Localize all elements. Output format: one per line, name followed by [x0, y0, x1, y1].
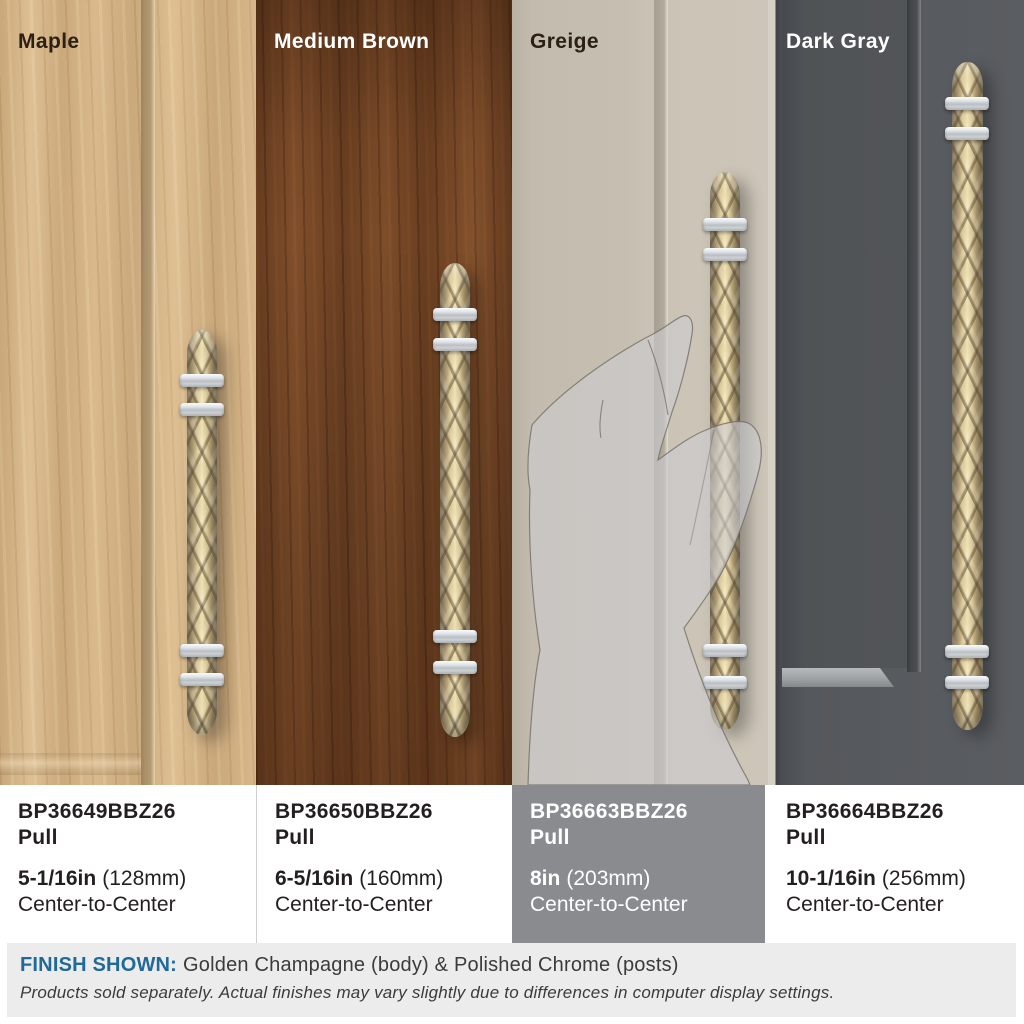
- finish-shown-line: [20, 954, 1016, 977]
- product-type: Pull: [530, 826, 570, 849]
- door-bevel: [0, 753, 141, 775]
- pull-handle-6in: [440, 263, 470, 737]
- chrome-post-ring: [703, 218, 747, 231]
- product-card-3-highlighted: [512, 785, 765, 943]
- door-swatch-greige: [512, 0, 768, 785]
- chrome-post-ring: [945, 97, 989, 110]
- product-size: [530, 866, 765, 892]
- product-code: BP36649BBZ26: [18, 800, 176, 823]
- swatch-label-medium-brown: Medium Brown: [274, 30, 430, 53]
- door-swatch-dark-gray: [768, 0, 1024, 785]
- door-swatch-maple: [0, 0, 256, 785]
- size-metric: (203mm): [566, 867, 651, 890]
- hand-scale-illustration: [512, 300, 768, 785]
- product-info-row: [0, 785, 1024, 943]
- disclaimer-text: Products sold separately. Actual finishes may vary slightly due to differences in computer display settings.: [20, 983, 835, 1002]
- product-code: BP36650BBZ26: [275, 800, 433, 823]
- chrome-post-ring: [433, 338, 477, 351]
- product-size: [786, 866, 1024, 892]
- size-imperial: 10-1/16in: [786, 867, 876, 890]
- swatch-label-maple: Maple: [18, 30, 80, 53]
- chrome-post-ring: [945, 676, 989, 689]
- chrome-post-ring: [180, 673, 224, 686]
- center-to-center-label: Center-to-Center: [530, 893, 688, 916]
- size-imperial: 8in: [530, 867, 561, 890]
- door-groove: [141, 0, 155, 785]
- size-metric: (256mm): [881, 867, 966, 890]
- product-card-1: [0, 785, 256, 943]
- swatch-label-greige: Greige: [530, 30, 599, 53]
- chrome-post-ring: [945, 645, 989, 658]
- product-size: [275, 866, 512, 892]
- product-card-4: [768, 785, 1024, 943]
- chrome-post-ring: [703, 248, 747, 261]
- center-to-center-label: Center-to-Center: [275, 893, 433, 916]
- swatch-label-dark-gray: Dark Gray: [786, 30, 890, 53]
- door-panel-shade: [782, 0, 907, 668]
- finish-footer-bar: [7, 943, 1016, 1017]
- size-imperial: 5-1/16in: [18, 867, 97, 890]
- chrome-post-ring: [180, 374, 224, 387]
- chrome-post-ring: [180, 403, 224, 416]
- center-to-center-label: Center-to-Center: [786, 893, 944, 916]
- finish-shown-value: Golden Champagne (body) & Polished Chrome (posts): [183, 954, 679, 976]
- product-code: BP36664BBZ26: [786, 800, 944, 823]
- chrome-post-ring: [180, 644, 224, 657]
- chrome-post-ring: [433, 661, 477, 674]
- size-imperial: 6-5/16in: [275, 867, 354, 890]
- finish-shown-label: FINISH SHOWN:: [20, 954, 178, 976]
- door-groove: [907, 0, 921, 672]
- door-swatch-medium-brown: [256, 0, 512, 785]
- chrome-post-ring: [433, 630, 477, 643]
- product-card-2: [256, 785, 512, 943]
- pull-handle-5in: [187, 330, 217, 735]
- product-code: BP36663BBZ26: [530, 800, 688, 823]
- chrome-post-ring: [433, 308, 477, 321]
- product-type: Pull: [275, 826, 315, 849]
- chrome-post-ring: [945, 127, 989, 140]
- size-metric: (128mm): [102, 867, 187, 890]
- product-type: Pull: [18, 826, 58, 849]
- door-bevel: [782, 668, 894, 687]
- size-metric: (160mm): [359, 867, 444, 890]
- pull-handle-10in: [952, 62, 983, 730]
- product-size: [18, 866, 256, 892]
- center-to-center-label: Center-to-Center: [18, 893, 176, 916]
- product-type: Pull: [786, 826, 826, 849]
